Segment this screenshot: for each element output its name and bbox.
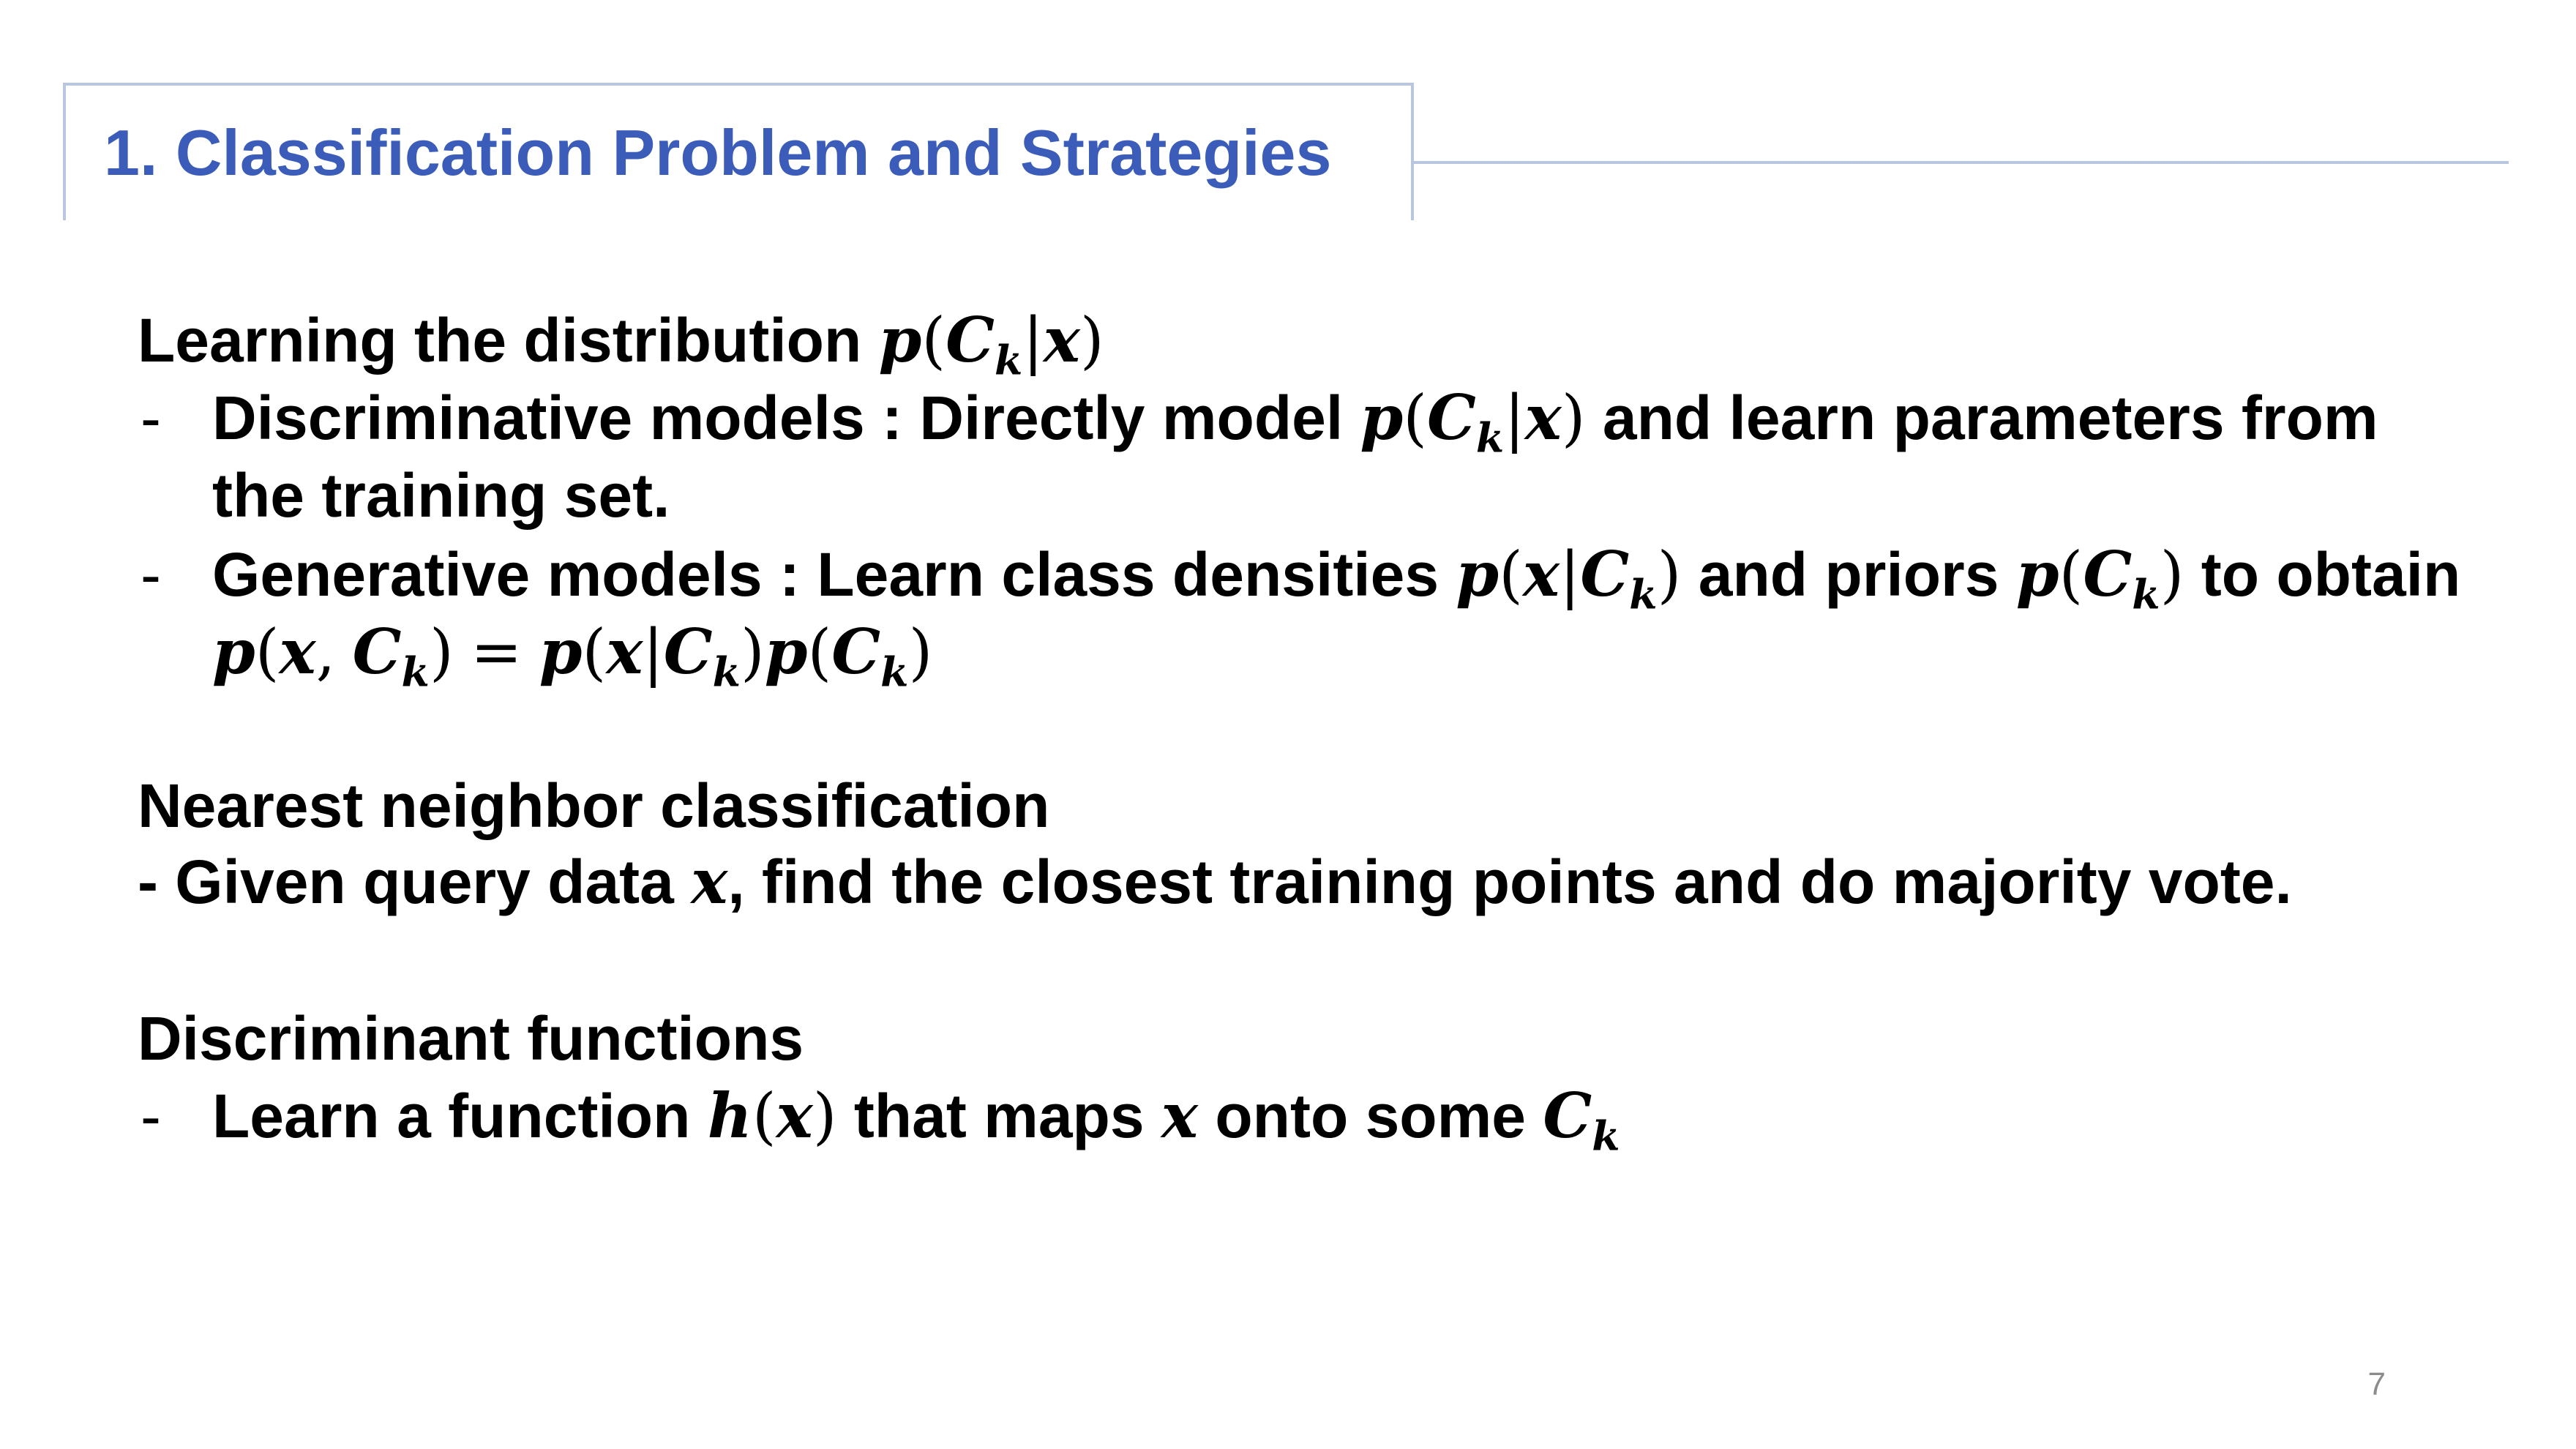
math-rparen: ) [908,616,933,688]
math-p: p [212,615,255,688]
bullet-marker: - [141,540,161,609]
math-rparen: ) [741,616,765,688]
bullet-marker: - [141,383,161,452]
math-lparen: ( [1403,382,1428,454]
bullet-nearest-neighbor-description [138,843,2292,921]
math-rparen: ) [2160,539,2184,610]
bullet-generative-models [212,536,2461,619]
bullet-text-mid: and priors [1698,540,1999,609]
math-k: k [1475,414,1505,463]
math-x: x [1524,381,1562,454]
math-x: x [1043,304,1080,376]
bullet-text-after: and learn parameters from [1602,383,2378,452]
bullet-text: Learn a function [212,1082,691,1150]
math-bar: | [1504,382,1525,454]
math-k: k [1592,1112,1620,1161]
math-lparen: ( [1499,539,1523,610]
bullet-text-after: to obtain [2201,540,2461,609]
math-x: x [691,845,728,918]
math-C: C [352,615,402,688]
page-number: 7 [2367,1366,2386,1402]
math-C: C [663,615,713,688]
bullet-marker: - [141,1082,161,1150]
section-heading-discriminant-functions: Discriminant functions [138,1004,804,1073]
math-C: C [831,615,881,688]
math-rparen: ) [429,616,454,688]
math-rparen: ) [1079,304,1104,376]
math-p: p [878,304,922,376]
math-C: C [1580,538,1630,610]
math-rparen: ) [1561,382,1586,454]
math-x: x [279,615,316,688]
math-x: x [606,615,643,688]
math-p: p [2015,538,2059,610]
bullet-text: - Given query data [138,847,674,916]
bullet-text-mid: that maps [853,1082,1145,1150]
math-bar: | [1560,539,1581,610]
math-C: C [946,304,995,376]
math-x: x [776,1079,813,1152]
math-rparen: ) [812,1080,837,1152]
math-C: C [1543,1079,1592,1152]
math-p: p [539,615,583,688]
section-heading-nearest-neighbor: Nearest neighbor classification [138,771,1050,840]
bullet-discriminant-function [212,1077,1620,1161]
bullet-text-after: onto some [1215,1082,1527,1150]
bullet-discriminative-models [212,379,2378,463]
section-heading-learning-distribution [138,302,1104,385]
math-k: k [995,337,1023,385]
math-k: k [880,648,909,697]
bullet-text: Generative models : Learn class densities [212,540,1439,609]
math-p: p [1360,381,1404,454]
math-k: k [2132,571,2160,619]
math-bar: | [1022,304,1044,376]
math-comma: , [315,616,336,688]
joint-probability-equation [212,613,933,697]
math-p: p [1456,538,1499,610]
math-lparen: ( [752,1080,776,1152]
bullet-text: Discriminative models : Directly model [212,383,1344,452]
bullet-discriminative-continuation: the training set. [212,461,670,530]
math-lparen: ( [582,616,607,688]
math-equals: = [471,616,523,688]
math-C: C [2083,538,2133,610]
math-p: p [764,615,808,688]
math-bar: | [643,616,664,688]
math-rparen: ) [1657,539,1682,610]
heading-text: Learning the distribution [138,306,862,375]
math-k: k [401,648,430,697]
math-lparen: ( [2059,539,2083,610]
slide-title: 1. Classification Problem and Strategies [104,116,1332,189]
math-x: x [1161,1079,1198,1152]
math-x: x [1522,538,1560,610]
math-lparen: ( [807,616,832,688]
math-lparen: ( [921,304,946,376]
math-k: k [712,648,741,697]
math-k: k [1629,571,1658,619]
math-C: C [1427,381,1476,454]
math-lparen: ( [255,616,280,688]
bullet-text-after: , find the closest training points and do majority vote. [727,847,2292,916]
math-h: h [707,1079,752,1152]
title-underline [1411,161,2509,164]
